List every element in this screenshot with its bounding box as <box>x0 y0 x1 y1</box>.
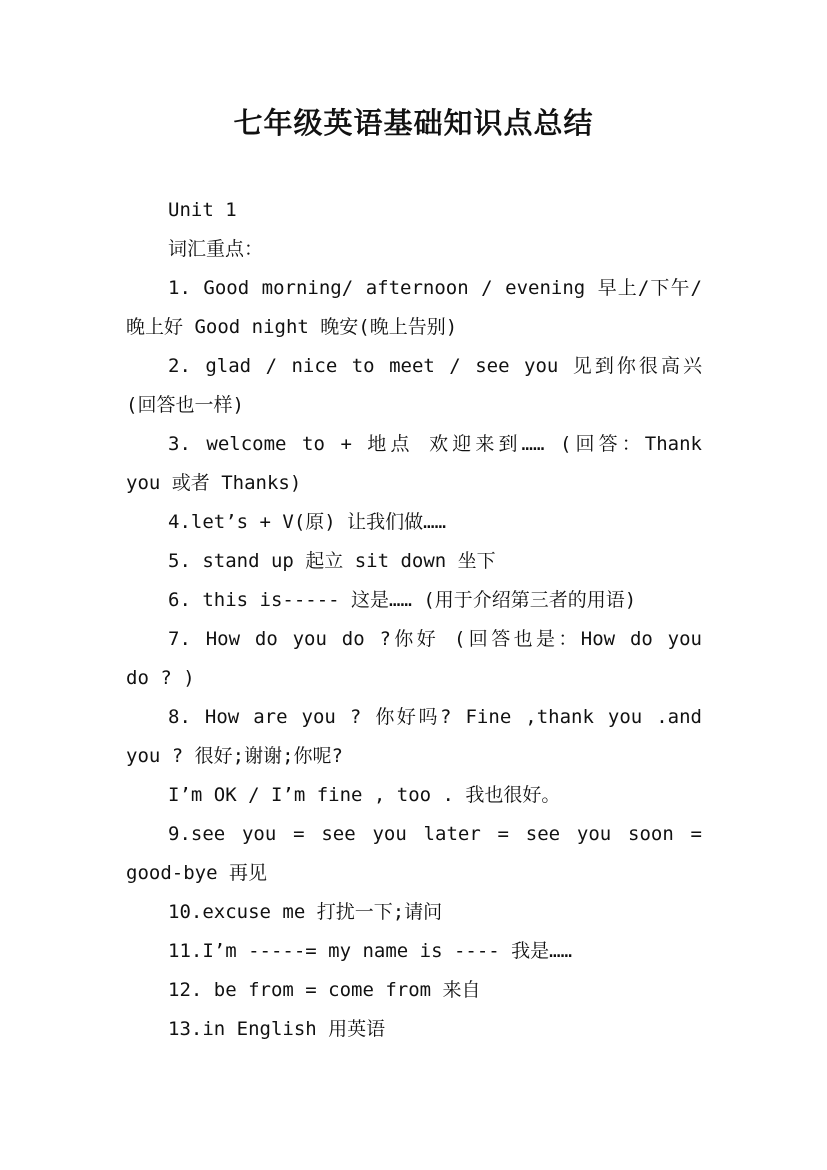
item-7-line-2: do ? ) <box>126 667 195 689</box>
item-6: 6. this is----- 这是…… (用于介绍第三者的用语) <box>168 589 637 611</box>
item-1-line-2: 晚上好 Good night 晚安(晚上告别) <box>126 316 458 338</box>
item-11: 11.I’m -----= my name is ---- 我是…… <box>168 940 573 962</box>
unit-heading: Unit 1 <box>168 199 237 221</box>
item-3-line-2: you 或者 Thanks) <box>126 472 302 494</box>
item-12: 12. be from = come from 来自 <box>168 979 481 1001</box>
item-9-line-1: 9.see you = see you later = see you soon = <box>168 823 702 845</box>
item-10: 10.excuse me 打扰一下;请问 <box>168 901 443 923</box>
item-2-line-1: 2. glad / nice to meet / see you 见到你很高兴 <box>168 355 702 377</box>
item-2-line-2: (回答也一样) <box>126 394 244 416</box>
item-3-line-1: 3. welcome to + 地点 欢迎来到…… (回答：Thank <box>168 433 702 455</box>
item-7-line-1: 7. How do you do ?你好 (回答也是：How do you <box>168 628 702 650</box>
item-8-line-1: 8. How are you ? 你好吗? Fine ,thank you .and <box>168 706 702 728</box>
item-8-line-2: you ? 很好;谢谢;你呢? <box>126 745 343 767</box>
item-13: 13.in English 用英语 <box>168 1018 386 1040</box>
item-5: 5. stand up 起立 sit down 坐下 <box>168 550 496 572</box>
item-9-line-2: good-bye 再见 <box>126 862 267 884</box>
item-1-line-1: 1. Good morning/ afternoon / evening 早上/下午/ <box>168 277 702 299</box>
vocab-heading: 词汇重点： <box>168 238 264 260</box>
item-4: 4.let’s + V(原) 让我们做…… <box>168 511 447 533</box>
item-8-line-3: I’m OK / I’m fine , too . 我也很好。 <box>168 784 561 806</box>
page-title: 七年级英语基础知识点总结 <box>233 106 594 140</box>
